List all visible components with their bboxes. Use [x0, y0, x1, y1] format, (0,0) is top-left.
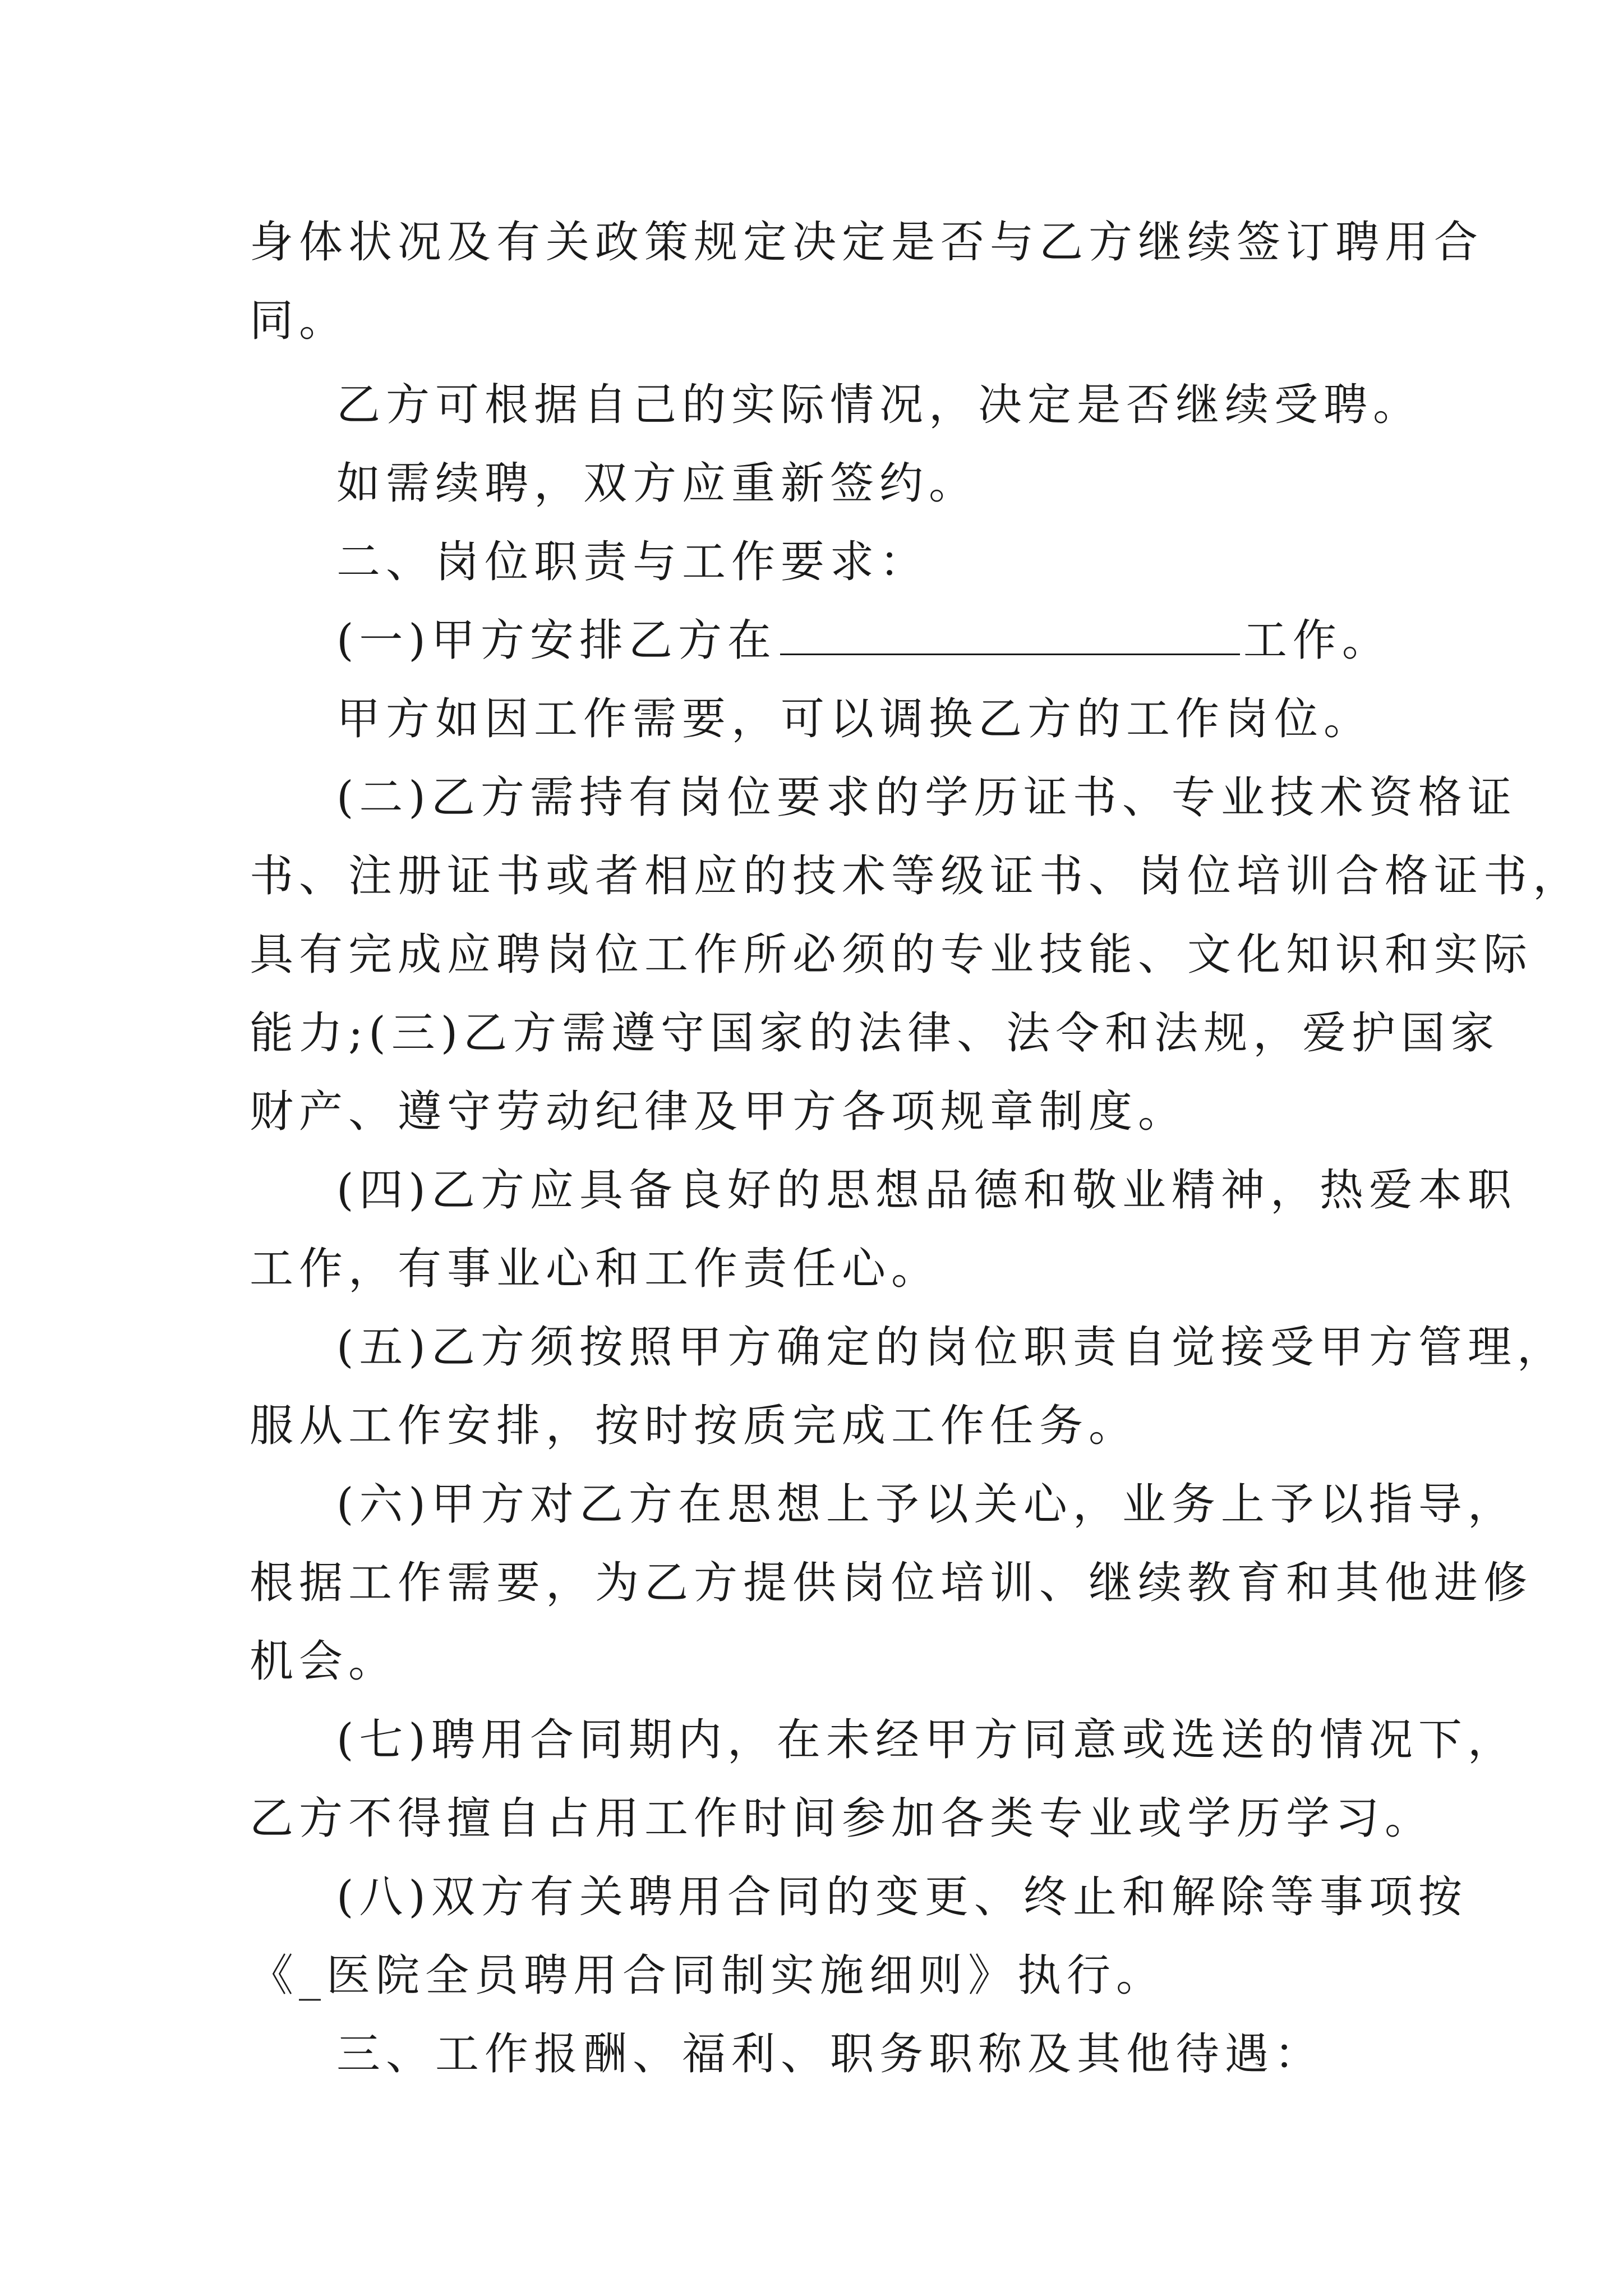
- paragraph-line: 根据工作需要，为乙方提供岗位培训、继续教育和其他进修: [250, 1558, 1533, 1608]
- paragraph-line: 如需续聘，双方应重新签约。: [336, 458, 979, 509]
- paragraph-line: 服从工作安排，按时按质完成工作任务。: [250, 1401, 1138, 1451]
- section-heading: 二、岗位职责与工作要求：: [336, 537, 929, 587]
- paragraph-line: 乙方可根据自己的实际情况，决定是否继续受聘。: [336, 380, 1423, 430]
- paragraph-line: 机会。: [250, 1636, 398, 1687]
- paragraph-line: (五)乙方须按照甲方确定的岗位职责自觉接受甲方管理，: [336, 1322, 1566, 1373]
- paragraph-line: (八)双方有关聘用合同的变更、终止和解除等事项按: [336, 1872, 1468, 1922]
- paragraph-line: (六)甲方对乙方在思想上予以关心，业务上予以指导，: [336, 1479, 1517, 1530]
- paragraph-line: 甲方如因工作需要，可以调换乙方的工作岗位。: [336, 694, 1373, 744]
- paragraph-line: 同。: [250, 296, 349, 346]
- clause-text-before-blank: (一)甲方安排乙方在: [336, 615, 777, 666]
- paragraph-line: 工作，有事业心和工作责任心。: [250, 1244, 941, 1294]
- section-heading: 三、工作报酬、福利、职务职称及其他待遇：: [336, 2029, 1324, 2079]
- paragraph-line: 能力;(三)乙方需遵守国家的法律、法令和法规，爱护国家: [250, 1008, 1500, 1059]
- clause-text-after-blank: 工作。: [1243, 615, 1391, 666]
- paragraph-line: 《_医院全员聘用合同制实施细则》执行。: [250, 1950, 1166, 2001]
- paragraph-line: (七)聘用合同期内，在未经甲方同意或选送的情况下，: [336, 1715, 1517, 1765]
- paragraph-line: (二)乙方需持有岗位要求的学历证书、专业技术资格证: [336, 772, 1517, 823]
- paragraph-line-with-blank: [250, 601, 1394, 680]
- contract-body: [250, 203, 1583, 2093]
- paragraph-line: 身体状况及有关政策规定决定是否与乙方继续签订聘用合: [250, 217, 1484, 268]
- paragraph-line: 乙方不得擅自占用工作时间参加各类专业或学历学习。: [250, 1793, 1435, 1844]
- paragraph-line: 具有完成应聘岗位工作所必须的专业技能、文化知识和实际: [250, 930, 1533, 980]
- paragraph-line: 财产、遵守劳动纪律及甲方各项规章制度。: [250, 1087, 1188, 1137]
- paragraph-line: 书、注册证书或者相应的技术等级证书、岗位培训合格证书，: [250, 851, 1583, 901]
- paragraph-line: (四)乙方应具备良好的思想品德和敬业精神，热爱本职: [336, 1165, 1517, 1216]
- fill-in-blank: [780, 612, 1240, 655]
